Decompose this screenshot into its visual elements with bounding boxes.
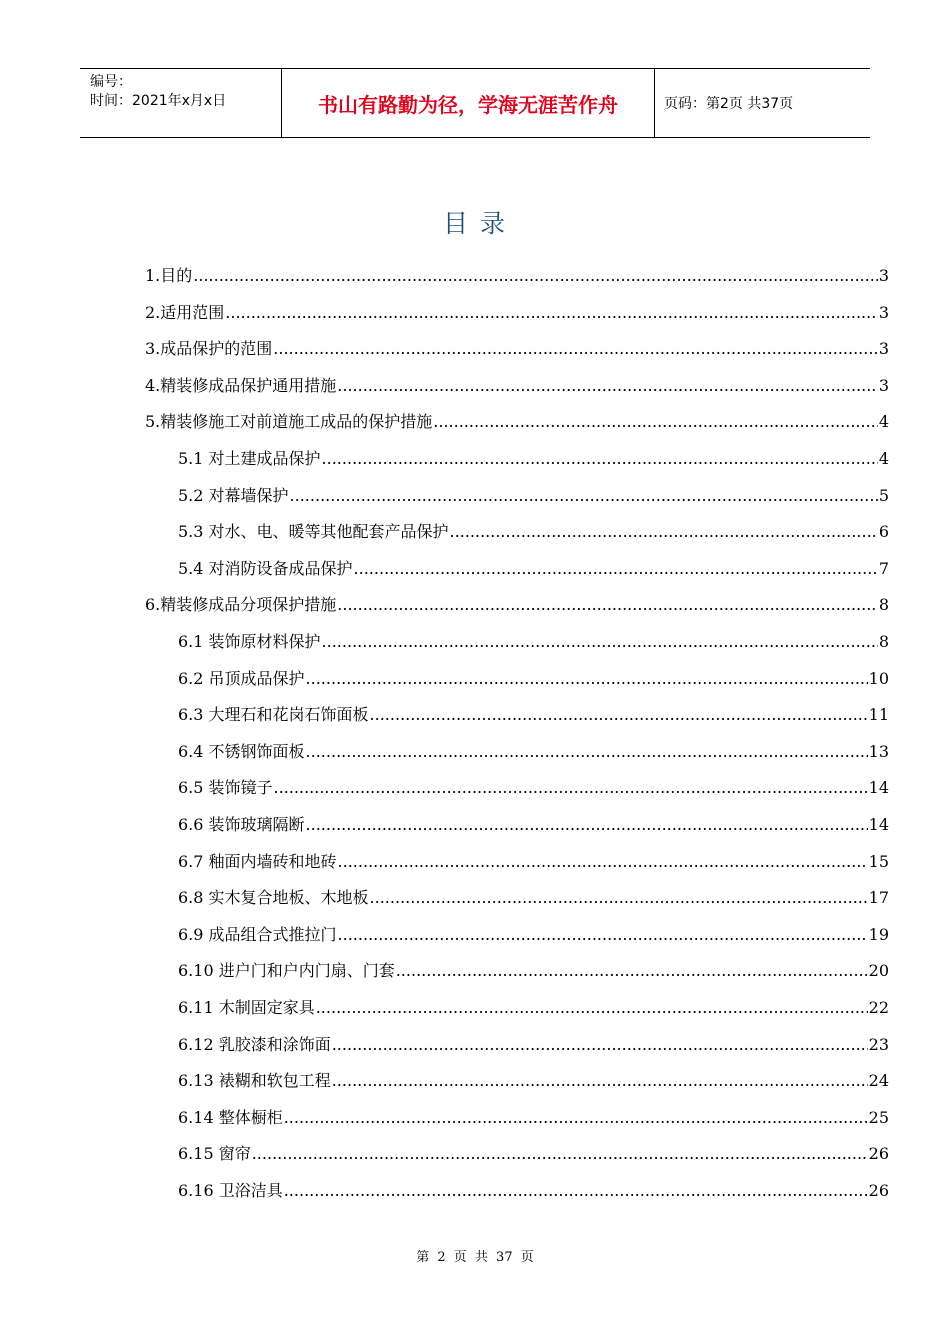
toc-dot-leader [370, 705, 868, 725]
toc-entry-label: 6.3 大理石和花岗石饰面板 [178, 705, 369, 725]
toc-dot-leader [290, 486, 878, 506]
toc-entry-page: 23 [868, 1034, 889, 1054]
toc-entry-label: 6.13 裱糊和软包工程 [178, 1071, 331, 1091]
toc-dot-leader [354, 559, 878, 579]
toc-dot-leader [450, 522, 878, 542]
toc-entry[interactable] [178, 774, 889, 798]
toc-dot-leader [337, 376, 878, 396]
toc-entry-page: 3 [878, 375, 889, 395]
toc-entry-page: 10 [868, 668, 889, 688]
toc-entry-label: 5.3 对水、电、暖等其他配套产品保护 [178, 522, 449, 542]
header-motto-cell [282, 69, 655, 137]
toc-entry-label: 6.精装修成品分项保护措施 [145, 595, 337, 615]
toc-entry-page: 4 [878, 412, 889, 432]
toc-dot-leader [252, 1144, 868, 1164]
toc-entry-page: 19 [868, 924, 889, 944]
toc-entry-label: 6.14 整体橱柜 [178, 1107, 283, 1127]
toc-entry[interactable] [178, 1104, 889, 1128]
document-time-label: 时间：2021年x月x日 [90, 93, 227, 109]
header-page-info: 页码：第2页 共37页 [664, 96, 794, 112]
toc-entry-page: 3 [878, 266, 889, 285]
toc-entry[interactable] [178, 482, 889, 506]
toc-entry-label: 6.9 成品组合式推拉门 [178, 924, 337, 944]
toc-dot-leader [337, 595, 878, 615]
toc-entry[interactable] [178, 665, 889, 689]
toc-entry-page: 25 [868, 1107, 889, 1127]
toc-entry-label: 6.1 装饰原材料保护 [178, 632, 321, 651]
toc-entry-label: 2.适用范围 [145, 302, 225, 322]
toc-entry-page: 14 [868, 815, 889, 834]
toc-entry[interactable] [178, 1177, 889, 1201]
toc-entry-label: 6.12 乳胶漆和涂饰面 [178, 1034, 331, 1054]
toc-entry-label: 6.2 吊顶成品保护 [178, 668, 305, 688]
toc-dot-leader [322, 449, 878, 469]
toc-entry-page: 7 [878, 558, 889, 578]
toc-dot-leader [316, 998, 868, 1018]
toc-entry-label: 6.11 木制固定家具 [178, 998, 315, 1017]
toc-entry-page: 26 [868, 1181, 889, 1200]
toc-entry-label: 6.5 装饰镜子 [178, 778, 273, 798]
toc-entry-page: 8 [878, 632, 889, 651]
toc-entry[interactable] [145, 262, 889, 286]
toc-entry[interactable] [145, 408, 889, 432]
header-meta-cell [80, 69, 282, 137]
toc-title: 目 录 [443, 209, 507, 238]
toc-entry[interactable] [178, 555, 889, 579]
toc-dot-leader [284, 1108, 868, 1128]
toc-entry-label: 5.精装修施工对前道施工成品的保护措施 [145, 412, 433, 432]
toc-entry[interactable] [178, 811, 889, 835]
toc-dot-leader [306, 669, 868, 689]
toc-dot-leader [396, 961, 868, 981]
toc-entry[interactable] [178, 1067, 889, 1091]
page-header [80, 68, 870, 138]
toc-dot-leader [332, 1035, 868, 1055]
toc-entry-label: 3.成品保护的范围 [145, 339, 273, 359]
toc-dot-leader [370, 888, 868, 908]
toc-entry-page: 15 [868, 851, 889, 871]
toc-dot-leader [225, 303, 878, 323]
toc-entry-page: 4 [878, 449, 889, 468]
toc-dot-leader [193, 266, 878, 286]
toc-entry-label: 5.1 对土建成品保护 [178, 449, 321, 468]
toc-entry-page: 20 [868, 961, 889, 981]
toc-entry-page: 26 [868, 1144, 889, 1164]
toc-entry[interactable] [178, 701, 889, 725]
toc-dot-leader [306, 815, 868, 835]
page-footer: 第 2 页 共 37 页 [416, 1250, 534, 1265]
toc-dot-leader [433, 412, 878, 432]
toc-dot-leader [322, 632, 878, 652]
toc-entry[interactable] [178, 628, 889, 652]
toc-dot-leader [338, 925, 868, 945]
toc-entry[interactable] [145, 372, 889, 396]
toc-dot-leader [306, 742, 868, 762]
toc-entry-page: 13 [868, 741, 889, 761]
toc-entry-label: 6.6 装饰玻璃隔断 [178, 815, 305, 834]
toc-entry-page: 17 [868, 888, 889, 908]
toc-entry-label: 6.10 进户门和户内门扇、门套 [178, 961, 395, 981]
toc-entry-page: 3 [878, 339, 889, 359]
toc-entry[interactable] [178, 957, 889, 981]
toc-dot-leader [338, 852, 868, 872]
header-motto: 书山有路勤为径，学海无涯苦作舟 [318, 92, 618, 117]
toc-entry-label: 6.7 釉面内墙砖和地砖 [178, 851, 337, 871]
toc-entry-label: 5.4 对消防设备成品保护 [178, 558, 353, 578]
toc-entry[interactable] [145, 335, 889, 359]
toc-entry-page: 3 [878, 302, 889, 322]
toc-entry[interactable] [178, 884, 889, 908]
document-number-label: 编号： [90, 74, 132, 90]
toc-entry-label: 5.2 对幕墙保护 [178, 485, 289, 505]
toc-entry-label: 6.16 卫浴洁具 [178, 1181, 283, 1200]
toc-entry-label: 4.精装修成品保护通用措施 [145, 375, 337, 395]
toc-entry-page: 11 [868, 705, 889, 725]
toc-entry-page: 8 [878, 595, 889, 615]
toc-entry[interactable] [178, 994, 889, 1018]
toc-entry-page: 5 [878, 485, 889, 505]
toc-entry-label: 6.15 窗帘 [178, 1144, 251, 1164]
toc-entry-label: 6.4 不锈钢饰面板 [178, 741, 305, 761]
toc-entry-page: 24 [868, 1071, 889, 1091]
toc-entry-page: 14 [868, 778, 889, 798]
toc-entry-page: 6 [878, 522, 889, 542]
toc-dot-leader [274, 778, 868, 798]
toc-entry[interactable] [178, 921, 889, 945]
toc-entry[interactable] [178, 1140, 889, 1164]
toc-entry[interactable] [145, 591, 889, 615]
toc-dot-leader [332, 1071, 868, 1091]
toc-entry[interactable] [178, 848, 889, 872]
toc-entry[interactable] [178, 445, 889, 469]
toc-entry[interactable] [178, 518, 889, 542]
toc-dot-leader [273, 339, 878, 359]
toc-entry[interactable] [145, 299, 889, 323]
toc-entry[interactable] [178, 738, 889, 762]
toc-dot-leader [284, 1181, 868, 1201]
toc-entry-label: 1.目的 [145, 266, 193, 285]
toc-entry[interactable] [178, 1031, 889, 1055]
toc-entry-label: 6.8 实木复合地板、木地板 [178, 888, 369, 908]
toc-entry-page: 22 [868, 998, 889, 1017]
